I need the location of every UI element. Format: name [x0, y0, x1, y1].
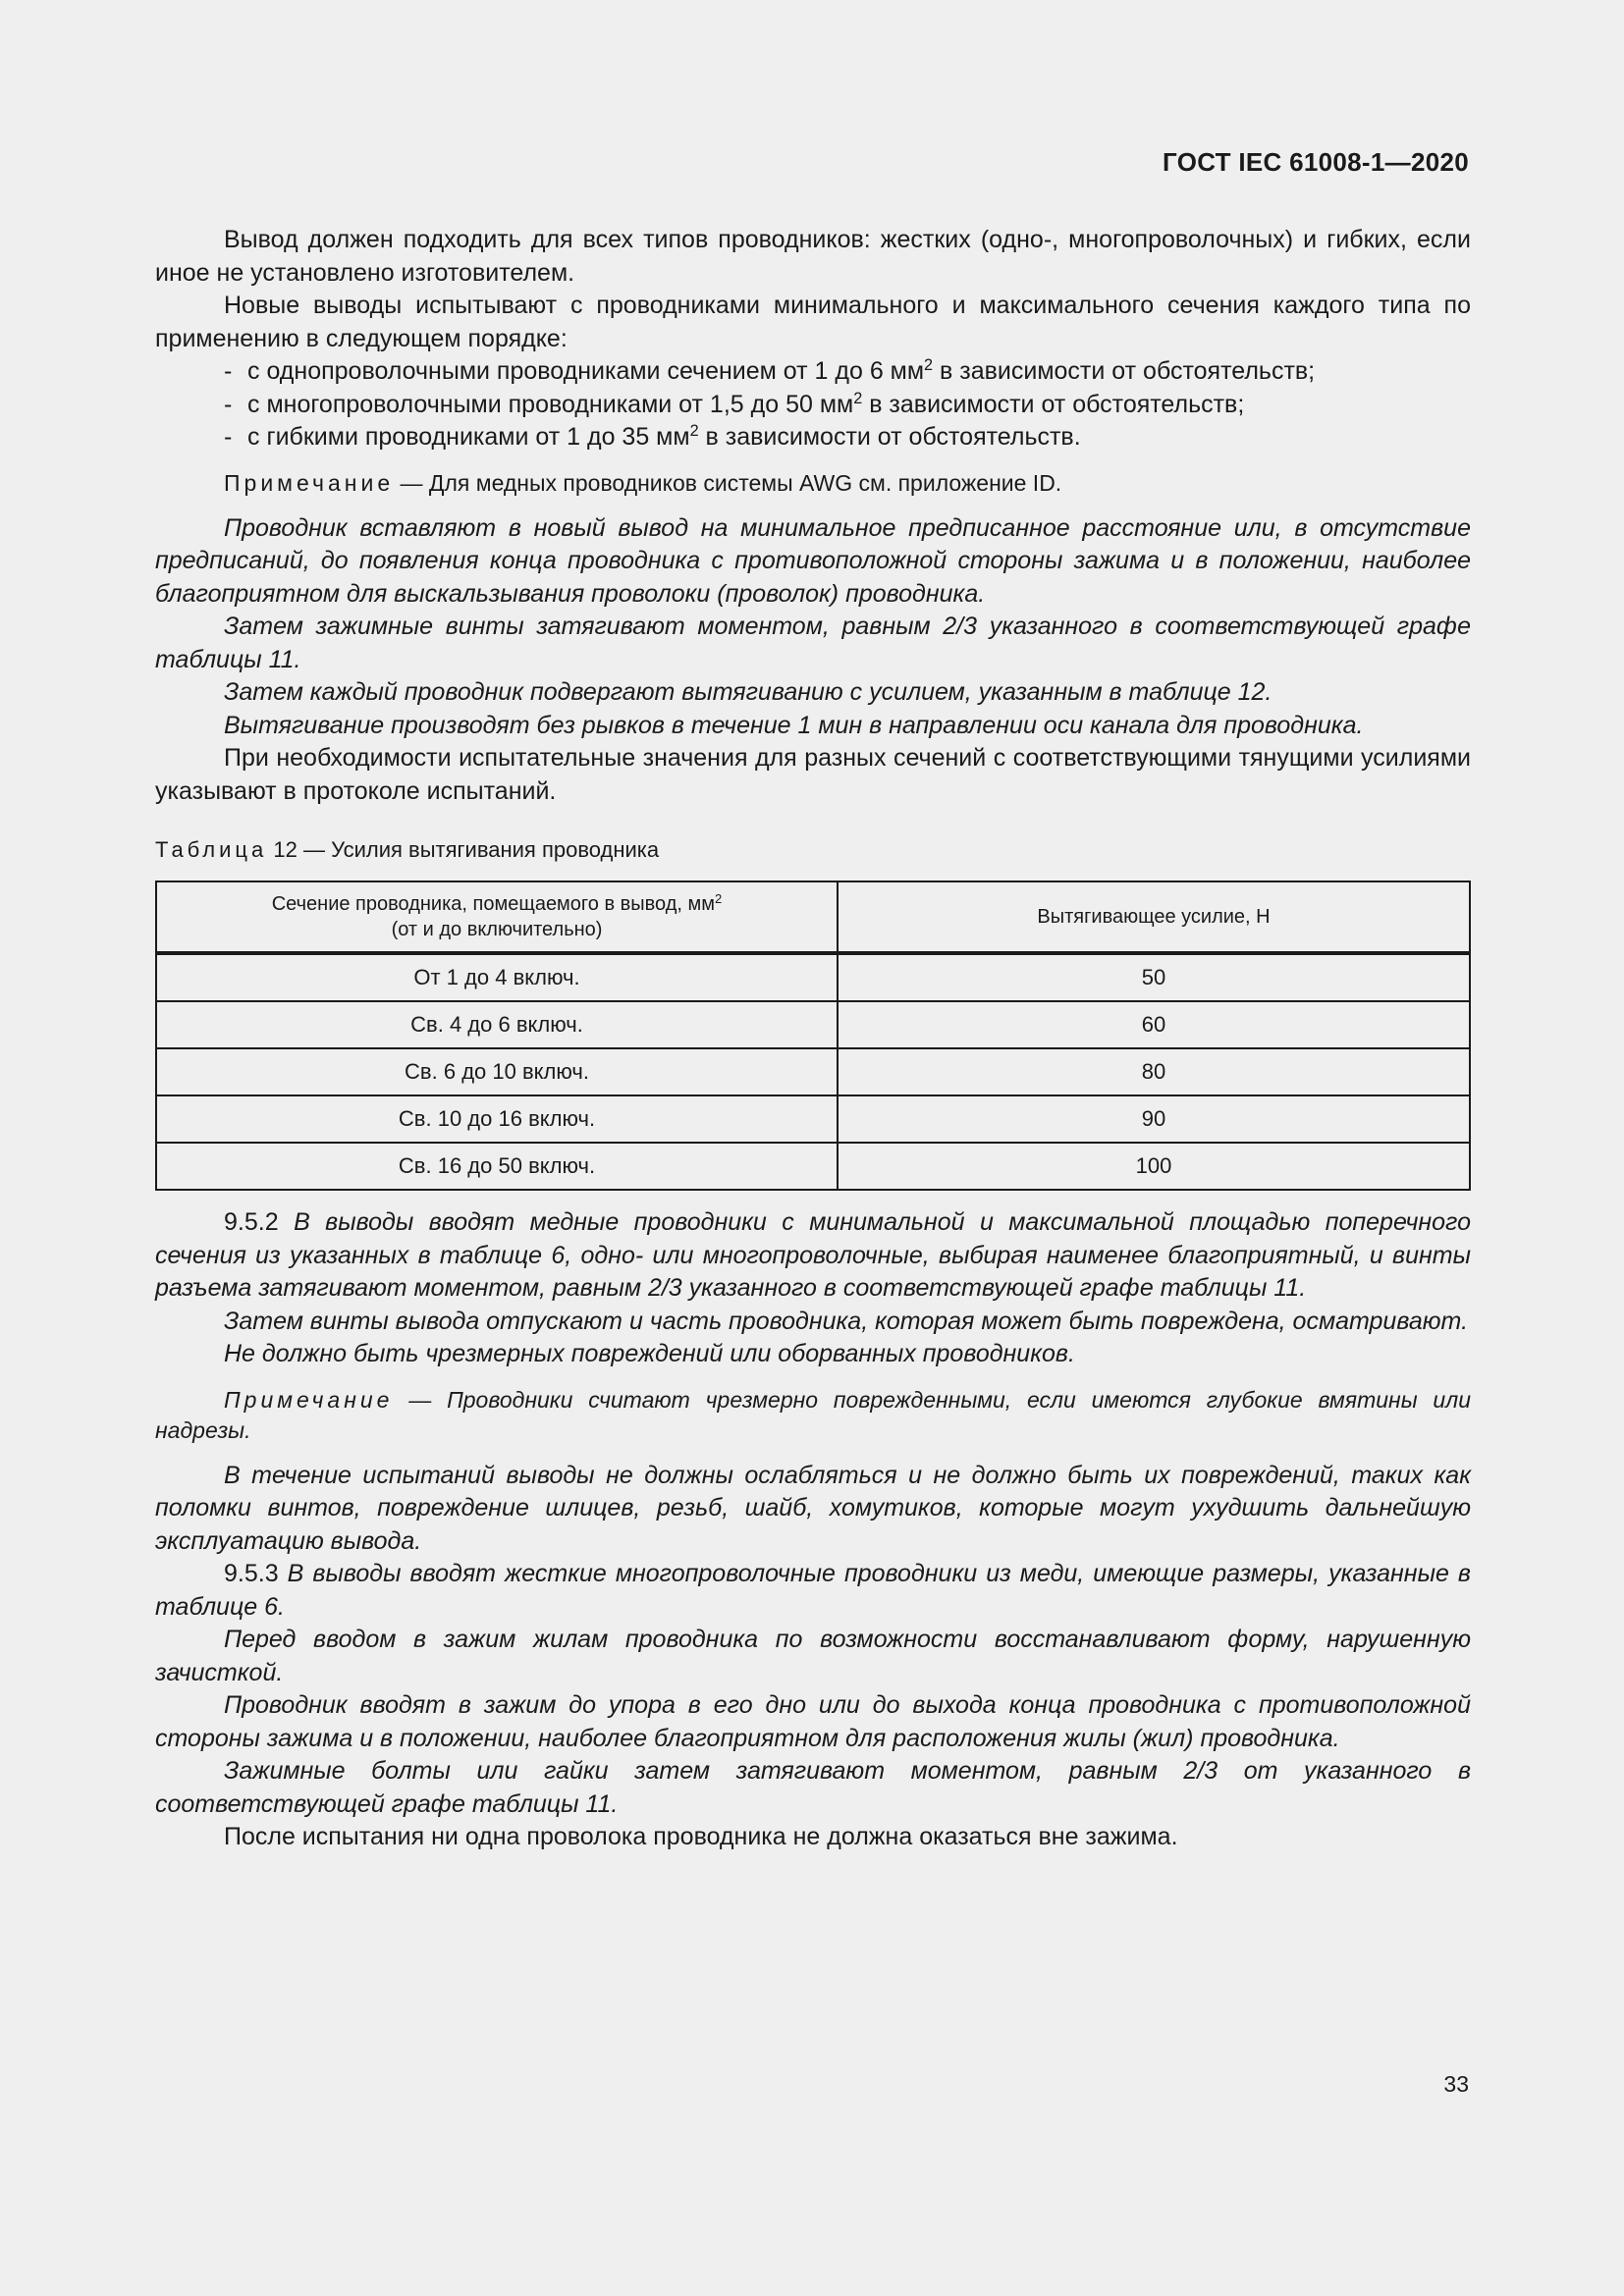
clause-9-5-3-paragraph-5: После испытания ни одна проволока проводника не должна оказаться вне зажима. [224, 1823, 1178, 1850]
list-item: - с однопроволочными проводниками сечением от 1 до 6 $мм^2$ в зависимости от обстоятельств; [155, 355, 1471, 389]
clause-9-5-2-paragraph-1: 9.5.2 В выводы вводят медные проводники с минимальной и максимальной площадью поперечного сечения из указанных в таблице 6, одно- или многопроволочные, выбирая наименее благоприятный, и винты разъема затягивают моментом, равным 2/3 указанного в соответствующей графе таблицы 11. [155, 1208, 1471, 1302]
intro-paragraph-1: Вывод должен подходить для всех типов проводников: жестких (одно-, многопроволочных) и гибких, если иное не установлено изготовителем. [155, 226, 1471, 287]
note-damage [155, 1385, 1471, 1446]
clause-9-5-3-paragraph-4: Зажимные болты или гайки затем затягивают моментом, равным 2/3 от указанного в соответствующей графе таблицы 11. [155, 1757, 1471, 1818]
intro-paragraph-4: Затем зажимные винты затягивают моментом, равным 2/3 указанного в соответствующей графе таблицы 11. [155, 613, 1471, 673]
clause-number: 9.5.3 [224, 1560, 288, 1587]
cell-force: 50 [838, 953, 1470, 1001]
page-number: 33 [1443, 2071, 1469, 2097]
list-item: - с гибкими проводниками от 1 до 35 $мм^2$ в зависимости от обстоятельств. [155, 421, 1471, 454]
page-content [155, 224, 1471, 1854]
cell-force: 100 [838, 1143, 1470, 1190]
table-caption-label: Таблица [155, 837, 268, 862]
cell-section: Св. 4 до 6 включ. [156, 1001, 838, 1048]
note-text: — Для медных проводников системы AWG см. приложение ID. [394, 469, 1062, 496]
cell-section: Св. 6 до 10 включ. [156, 1048, 838, 1095]
table-row [156, 953, 1470, 1001]
list-item: - с многопроволочными проводниками от 1,5 до 50 $мм^2$ в зависимости от обстоятельств; [155, 389, 1471, 422]
note-label: Примечание [224, 469, 395, 496]
table-caption [155, 835, 1471, 865]
document-id-header: ГОСТ IEC 61008-1—2020 [1163, 147, 1469, 177]
intro-paragraph-5: Затем каждый проводник подвергают вытягиванию с усилием, указанным в таблице 12. [224, 678, 1272, 706]
clause-9-5-3-paragraph-1: 9.5.3 В выводы вводят жесткие многопроволочные проводники из меди, имеющие размеры, указанные в таблице 6. [155, 1560, 1471, 1621]
cell-force: 60 [838, 1001, 1470, 1048]
note-label: Примечание [224, 1386, 394, 1413]
clause-number: 9.5.2 [224, 1208, 295, 1236]
intro-paragraph-7: При необходимости испытательные значения для разных сечений с соответствующими тянущими усилиями указывают в протоколе испытаний. [155, 744, 1471, 805]
table-row [156, 1143, 1470, 1190]
list-dash: - [224, 357, 233, 385]
cell-section: От 1 до 4 включ. [156, 953, 838, 1001]
table-row [156, 1001, 1470, 1048]
intro-paragraph-2: Новые выводы испытывают с проводниками минимального и максимального сечения каждого типа по применению в следующем порядке: [155, 292, 1471, 352]
clause-9-5-2-paragraph-3: Не должно быть чрезмерных повреждений или оборванных проводников. [224, 1340, 1075, 1367]
list-dash: - [224, 423, 233, 451]
table-caption-text: 12 — Усилия вытягивания проводника [267, 837, 660, 862]
list-dash: - [224, 390, 233, 418]
column-header-section: Сечение проводника, помещаемого в вывод, $мм^2$ (от и до включительно) [156, 881, 838, 953]
table-row [156, 1048, 1470, 1095]
cell-force: 80 [838, 1048, 1470, 1095]
intro-paragraph-6: Вытягивание производят без рывков в течение 1 мин в направлении оси канала для проводника. [224, 711, 1364, 739]
clause-9-5-3-paragraph-3: Проводник вводят в зажим до упора в его дно или до выхода конца проводника с противоположной стороны зажима и в положении, наиболее благоприятном для расположения жилы (жил) проводника. [155, 1691, 1471, 1752]
clause-9-5-2-paragraph-4: В течение испытаний выводы не должны ослабляться и не должно быть их повреждений, таких как поломки винтов, повреждение шлицев, резьб, шайб, хомутиков, которые могут ухудшить дальнейшую эксплуатацию вывода. [155, 1461, 1471, 1555]
clause-9-5-3-paragraph-2: Перед вводом в зажим жилам проводника по возможности восстанавливают форму, нарушенную зачисткой. [155, 1626, 1471, 1686]
note-awg [155, 468, 1471, 499]
column-header-force: Вытягивающее усилие, Н [838, 881, 1470, 953]
cell-section: Св. 10 до 16 включ. [156, 1095, 838, 1143]
cell-force: 90 [838, 1095, 1470, 1143]
clause-9-5-2-paragraph-2: Затем винты вывода отпускают и часть проводника, которая может быть повреждена, осматривают. [224, 1307, 1469, 1335]
cell-section: Св. 16 до 50 включ. [156, 1143, 838, 1190]
pulling-force-table [155, 881, 1471, 1191]
conductor-list [155, 355, 1471, 454]
table-row [156, 1095, 1470, 1143]
table-header-row [156, 881, 1470, 953]
note-text: — Проводники считают чрезмерно поврежденными, если имеются глубокие вмятины или надрезы. [155, 1386, 1471, 1443]
intro-paragraph-3: Проводник вставляют в новый вывод на минимальное предписанное расстояние или, в отсутствие предписаний, до появления конца проводника с противоположной стороны зажима и в положении, наиболее благоприятном для выскальзывания проволоки (проволок) проводника. [155, 513, 1471, 608]
